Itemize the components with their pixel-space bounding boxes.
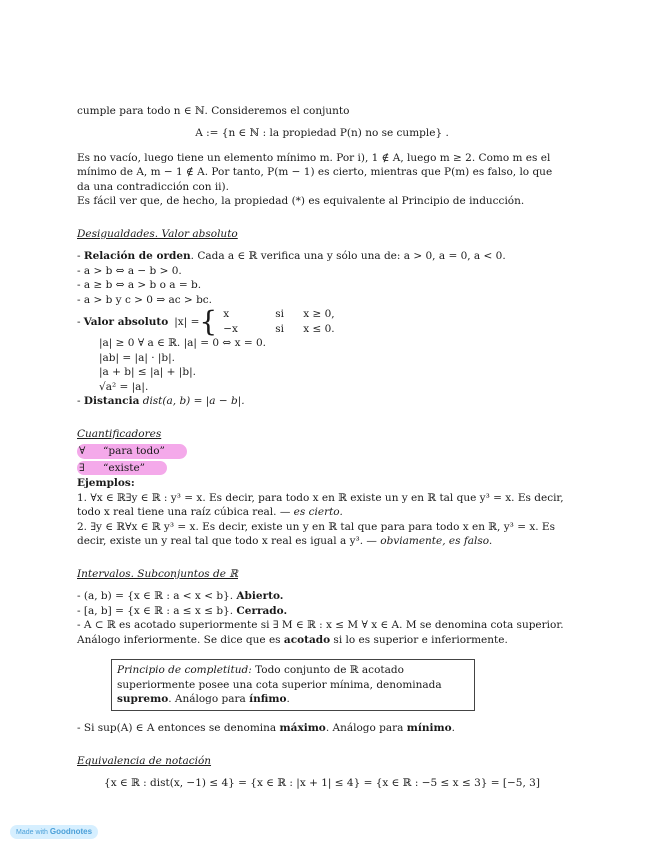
distance: - Distancia dist(a, b) = |a − b|. [77,395,245,408]
set-definition: A := {n ∈ ℕ : la propiedad P(n) no se cumple} . [195,127,449,140]
abs-lhs: |x| = [174,315,200,328]
bounded-definition [77,618,567,647]
abs-property: |a| ≥ 0 ∀ a ∈ ℝ. |a| = 0 ⇔ x = 0. [99,337,266,350]
case-cond: x ≥ 0, [303,308,335,321]
order-rule: - a > b ⇔ a − b > 0. [77,264,182,277]
abs-label: Valor absoluto [83,315,169,328]
highlight-forall [77,444,187,458]
example-2 [77,520,567,549]
max-definition [77,721,567,735]
case-value: x [223,308,230,321]
example-1-conclusion: es cierto. [293,506,343,519]
distance-text: dist(a, b) = |a − b|. [142,395,245,408]
examples-label [77,476,567,490]
order-rule: - a ≥ b ⇔ a > b o a = b. [77,279,202,292]
forall-symbol: ∀ [79,445,86,458]
box-text: . [286,693,290,706]
box-infimo: ínfimo [249,693,287,706]
left-brace: { [199,304,218,338]
case-cond: x ≤ 0. [303,322,335,335]
order-relation: - Relación de orden. Cada a ∈ ℝ verifica una y sólo una de: a > 0, a = 0, a < 0. [77,250,506,263]
section-title-desigualdades: Desigualdades. Valor absoluto [77,227,238,240]
order-text: . Cada a ∈ ℝ verifica una y sólo una de: a > 0, a = 0, a < 0. [190,250,506,263]
exists-row [77,460,567,476]
equivalence-formula: {x ∈ ℝ : dist(x, −1) ≤ 4} = {x ∈ ℝ : |x + 1| ≤ 4} = {x ∈ ℝ : −5 ≤ x ≤ 3} = [−5, 3] [104,777,540,790]
case-si: si [275,308,284,321]
distance-label: Distancia [83,395,140,408]
abs-property: √a² = |a|. [99,380,149,393]
completeness-box [111,659,475,711]
document-body [77,104,567,791]
min-term: mínimo [406,722,452,735]
box-text: Todo conjunto de ℝ acotado superiormente posee una cota superior mínima, denominada [117,664,442,691]
example-1-text: 1. ∀x ∈ ℝ∃y ∈ ℝ : y³ = x. Es decir, para todo x en ℝ existe un y en ℝ tal que y³ = x. Es decir, todo x real tiene una raíz cúbica real. — [77,491,564,519]
max-text: . Análogo para [325,722,407,735]
example-2-text: 2. ∃y ∈ ℝ∀x ∈ ℝ y³ = x. Es decir, existe un y en ℝ tal que para para todo x en ℝ, y³ = x. Es decir, existe un y real tal que todo x real es igual a y³. — [77,520,555,548]
bounded-term: acotado [283,633,331,646]
paragraph: Es fácil ver que, de hecho, la propiedad (*) es equivalente al Principio de inducción. [77,195,525,208]
example-1 [77,491,567,520]
max-text: - Si sup(A) ∈ A entonces se denomina [77,722,280,735]
abs-definition: - Valor absoluto |x| = { x si x ≥ 0, −x si x ≤ 0. [77,304,335,338]
paragraph: Es no vacío, luego tiene un elemento mínimo m. Por i), 1 ∉ A, luego m ≥ 2. Como m es el mínimo de A, m − 1 ∉ A. Por tanto, P(m − 1) es cierto, mientras que P(m) es falso, lo que da una contradicción con ii). [77,151,553,193]
box-title: Principio de completitud: [117,664,252,677]
closed-interval [77,604,567,618]
box-text: . Análogo para [168,693,250,706]
max-term: máximo [279,722,326,735]
examples-heading: Ejemplos: [77,477,135,490]
case-si: si [275,322,284,335]
abs-properties [77,336,567,394]
bounded-text-end: si lo es superior e inferiormente. [330,633,508,646]
cases [223,307,334,336]
open-interval [77,589,567,603]
abs-property: |a + b| ≤ |a| + |b|. [99,366,196,379]
forall-text: “para todo” [103,445,165,458]
paragraph: cumple para todo n ∈ ℕ. Consideremos el conjunto [77,105,350,117]
highlight-exists [77,461,167,475]
bounded-text: - A ⊂ ℝ es acotado superiormente si ∃ M ∈ ℝ : x ≤ M ∀ x ∈ A. M se denomina cota superior. Análogo inferiormente. Se dice que es [77,619,564,646]
badge-brand: Goodnotes [49,827,93,836]
exists-symbol: ∃ [79,461,85,474]
order-label: Relación de orden [83,250,191,263]
section-title-intervalos: Intervalos. Subconjuntos de ℝ [77,567,238,580]
section-title-equivalencia: Equivalencia de notación [77,754,212,767]
abs-property: |ab| = |a| · |b|. [99,351,176,364]
exists-text: “existe” [103,461,146,474]
open-label: Abierto. [236,590,284,603]
order-rule: - a > b y c > 0 ⇒ ac > bc. [77,293,213,306]
section-title-cuantificadores: Cuantificadores [77,427,162,440]
badge-prefix: Made with [16,829,48,836]
case-value: −x [223,322,238,335]
open-interval-text: - (a, b) = {x ∈ ℝ : a < x < b}. [77,590,237,603]
closed-interval-text: - [a, b] = {x ∈ ℝ : a ≤ x ≤ b}. [77,604,237,617]
closed-label: Cerrado. [236,604,288,617]
forall-row [77,443,567,459]
box-supremo: supremo [117,693,169,706]
max-text: . [451,722,455,735]
goodnotes-badge[interactable] [10,825,98,839]
example-2-conclusion: obviamente, es falso. [380,535,493,548]
